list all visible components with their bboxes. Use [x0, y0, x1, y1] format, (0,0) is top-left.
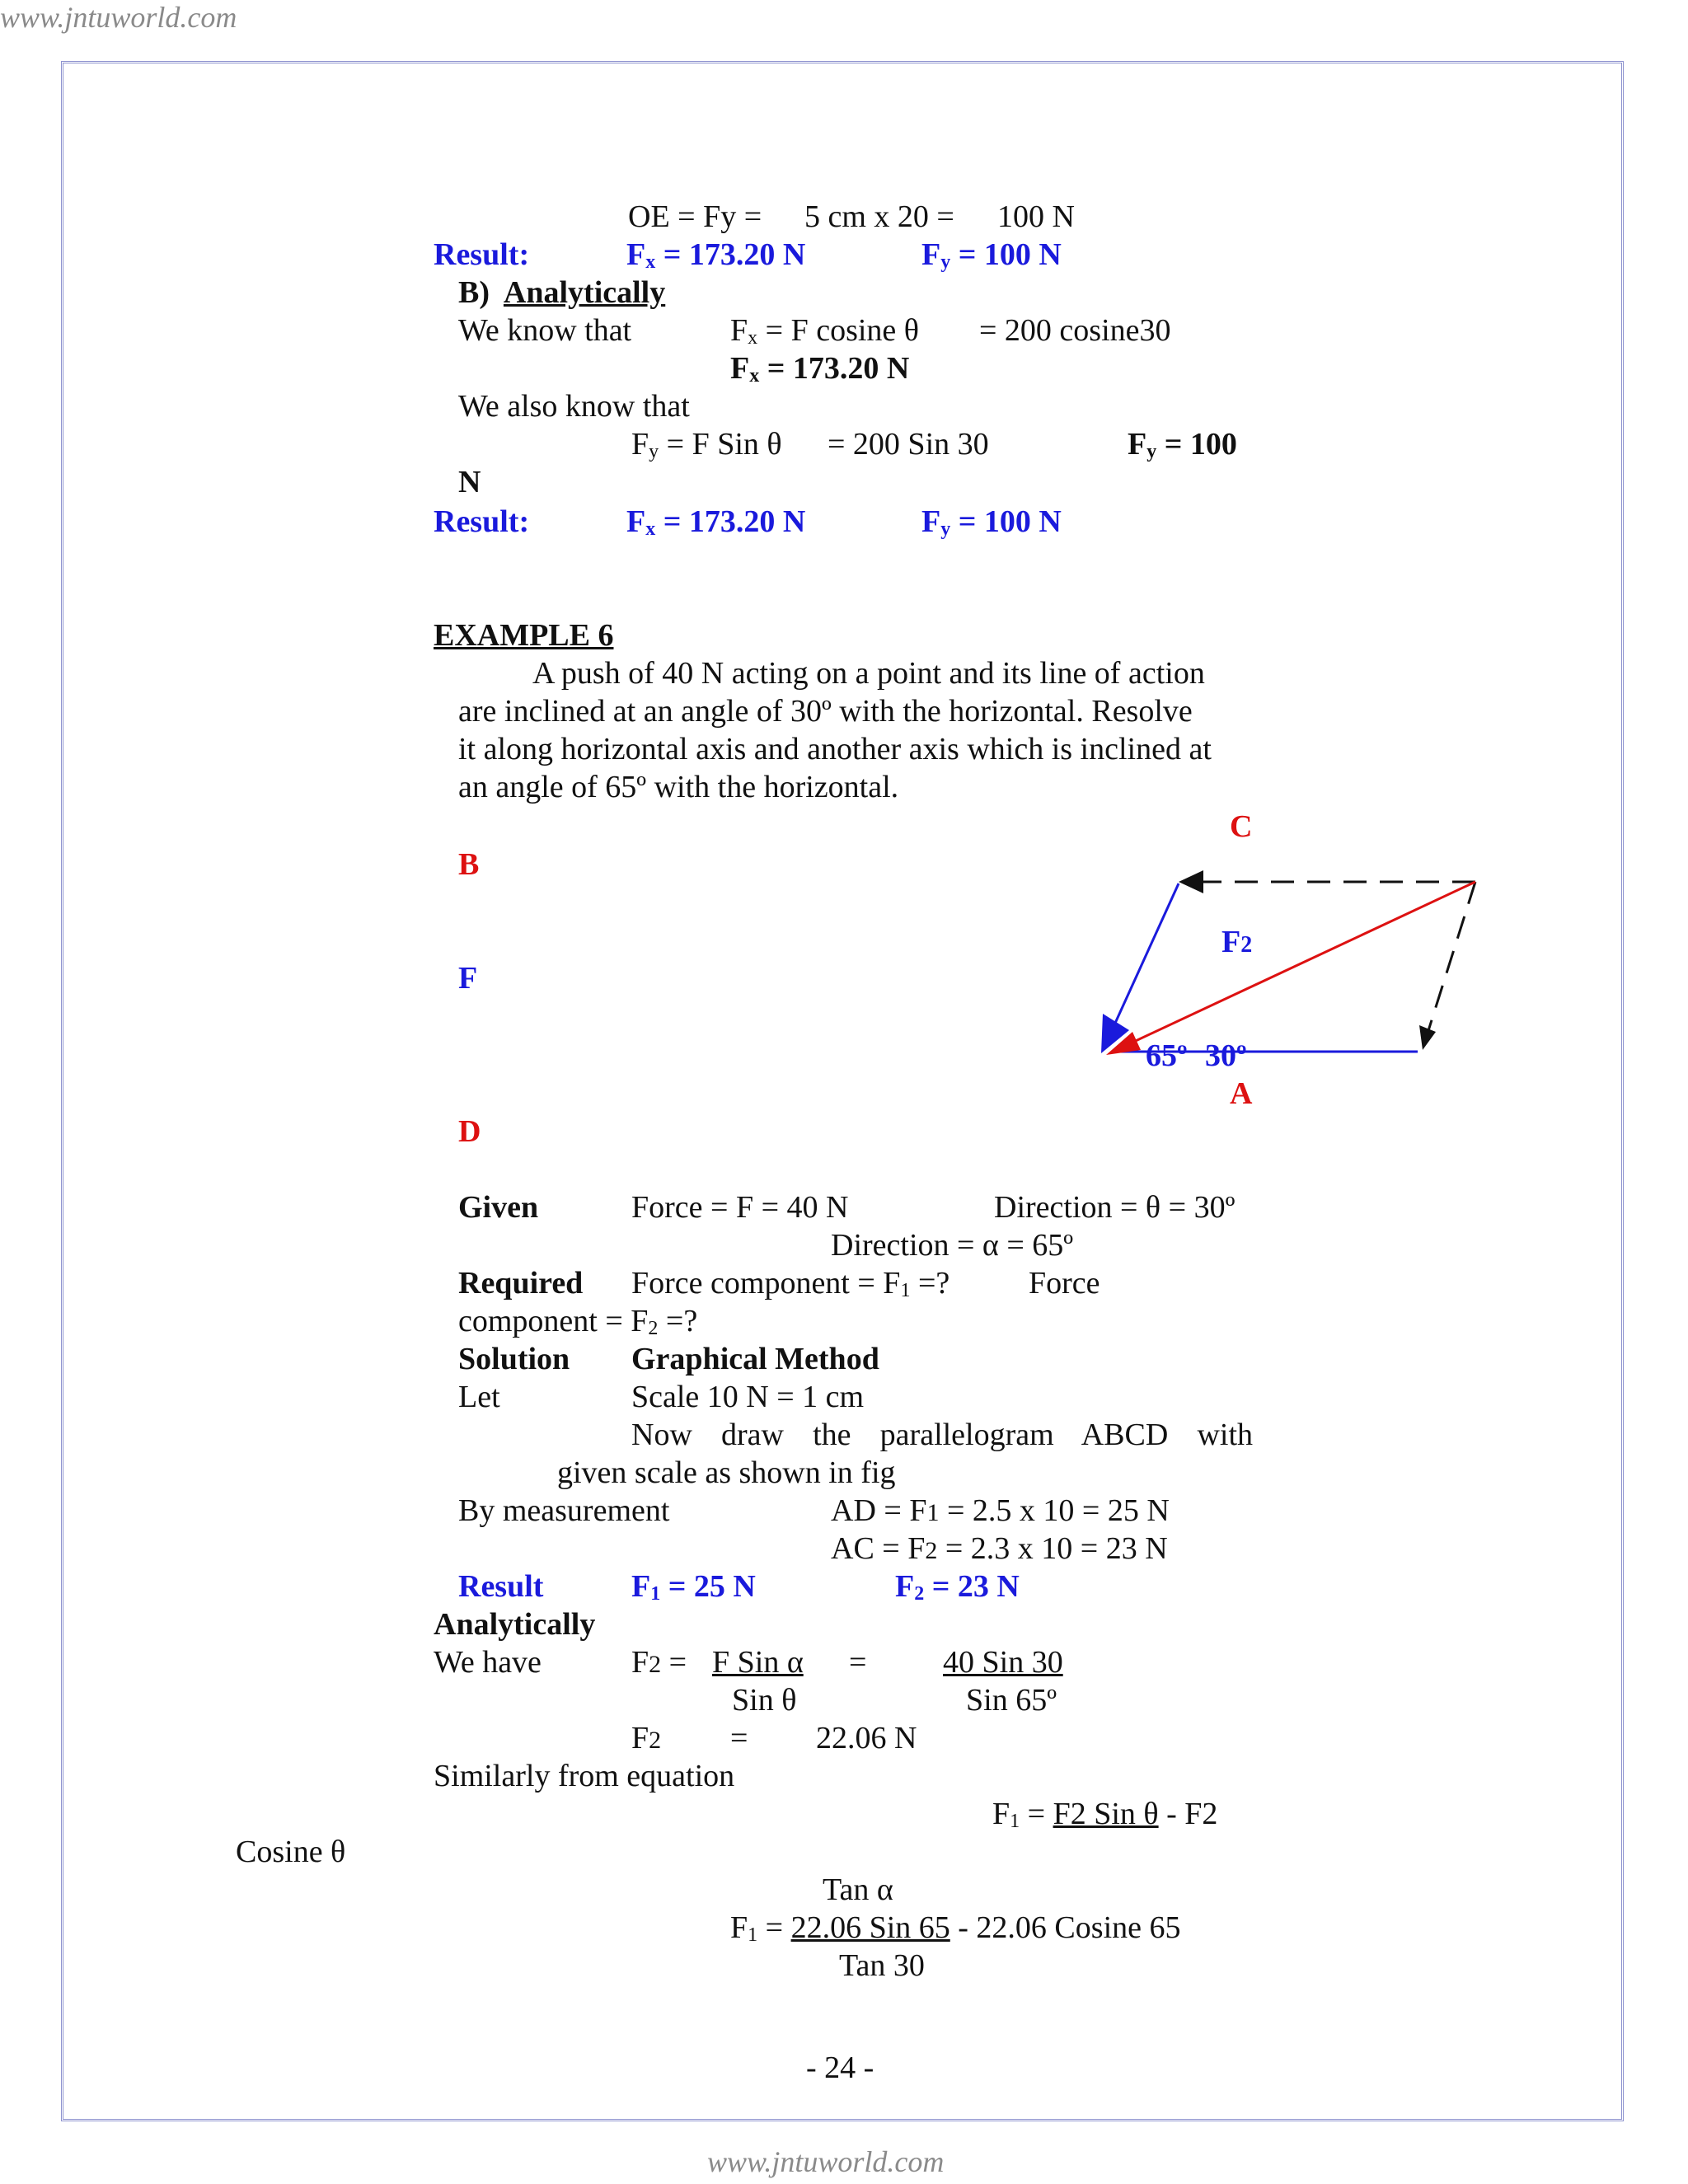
example-6-title: EXAMPLE 6: [434, 618, 614, 653]
parallelogram-diagram: [1063, 849, 1492, 1113]
heading-b: B) Analytically: [458, 275, 666, 310]
tan-alpha: Tan α: [823, 1872, 893, 1907]
know1-label: We know that: [458, 313, 632, 348]
result-fx-2: $F_x = 173.20$ N: [626, 504, 806, 540]
solution-label: Solution: [458, 1342, 570, 1376]
result-label-2: Result:: [434, 504, 530, 539]
f2-result-value: 22.06 N: [816, 1721, 917, 1755]
result-f2: $F_2 = 23$ N: [895, 1569, 1020, 1605]
required-label: Required: [458, 1266, 584, 1301]
required-force-word: Force: [1029, 1266, 1100, 1301]
given-direction-alpha: Direction = α = 65º: [831, 1228, 1074, 1263]
required-f2: component = $F_2$ =?: [458, 1304, 698, 1339]
example-6-line-4: an angle of 65º with the horizontal.: [458, 770, 899, 804]
result-fy-1: $F_y = 100$ N: [921, 237, 1062, 273]
example-6-line-3: it along horizontal axis and another axis which is inclined at: [458, 732, 1212, 766]
label-b: B: [458, 847, 480, 882]
now-draw-line-1: Now draw the parallelogram ABCD with: [631, 1418, 1253, 1452]
know1-val: = 200 cosine30: [979, 313, 1171, 348]
example-6-line-1: A push of 40 N acting on a point and its line of action: [532, 656, 1205, 691]
know1-eq: $F_x = F$ cosine θ: [730, 313, 919, 349]
scale-text: Scale 10 N = 1 cm: [631, 1380, 865, 1414]
know2-val: = 200 Sin 30: [828, 427, 989, 462]
example-6-line-2: are inclined at an angle of 30º with the horizontal. Resolve: [458, 694, 1193, 729]
label-f2: F2: [1221, 925, 1253, 959]
given-direction-theta: Direction = θ = 30º: [994, 1190, 1236, 1225]
result-f1: $F_1 = 25$ N: [631, 1569, 756, 1605]
label-a: A: [1230, 1076, 1253, 1111]
label-c: C: [1230, 809, 1253, 844]
label-d: D: [458, 1114, 481, 1149]
label-f: F: [458, 961, 478, 996]
oe-line-c: 100 N: [997, 199, 1075, 234]
watermark-top: www.jntuworld.com: [0, 1, 237, 34]
tan-30: Tan 30: [839, 1948, 925, 1983]
result-fy-2: $F_y = 100$ N: [921, 504, 1062, 540]
f2-denominator-2: Sin 65º: [966, 1683, 1057, 1718]
we-have: We have: [434, 1645, 542, 1680]
page-number: - 24 -: [806, 2050, 874, 2085]
given-force: Force = F = 40 N: [631, 1190, 849, 1225]
result-label-1: Result:: [434, 237, 530, 272]
given-label: Given: [458, 1190, 539, 1225]
know2-eq: $F_y = F$ Sin θ: [631, 427, 782, 462]
f2-numerator-2: 40 Sin 30: [943, 1645, 1063, 1680]
arrowhead-top: [1179, 870, 1203, 893]
required-f1: Force component = $F_1$ =?: [631, 1266, 950, 1301]
let-label: Let: [458, 1380, 500, 1414]
oe-line-b: 5 cm x 20 =: [804, 199, 954, 234]
result-label-3: Result: [458, 1569, 544, 1604]
now-draw-line-2: given scale as shown in fig: [557, 1455, 896, 1490]
f2-result-label: F2: [631, 1721, 662, 1755]
similarly-text: Similarly from equation: [434, 1759, 735, 1793]
oe-line-a: OE = Fy =: [628, 199, 762, 234]
f2-eq-left: F2 =: [631, 1645, 687, 1680]
f1-equation: $F_1 = F2$ Sin θ - F2: [992, 1797, 1218, 1832]
watermark-bottom: www.jntuworld.com: [707, 2145, 945, 2178]
f2-eq-mid: =: [849, 1645, 867, 1680]
ac-measure: AC = F2 = 2.3 x 10 = 23 N: [831, 1531, 1168, 1566]
result-fx-1: $F_x = 173.20$ N: [626, 237, 806, 273]
analytically-heading: Analytically: [434, 1607, 596, 1642]
know2-label: We also know that: [458, 389, 690, 424]
know2-result-unit: N: [458, 465, 481, 499]
by-measurement: By measurement: [458, 1493, 670, 1528]
arrowhead-right: [1419, 1025, 1436, 1050]
f2-denominator-1: Sin θ: [732, 1683, 797, 1718]
graphical-method: Graphical Method: [631, 1342, 879, 1376]
f2-result-eq: =: [730, 1721, 748, 1755]
f1-calculation: $F_1 = 22.06$ Sin 65 - 22.06 Cosine 65: [730, 1910, 1181, 1946]
know2-result: $F_y = 100$: [1128, 427, 1237, 462]
cosine-theta: Cosine θ: [236, 1835, 346, 1869]
label-angle-30: 30º: [1205, 1038, 1247, 1073]
f2-numerator-1: F Sin α: [712, 1645, 804, 1680]
label-angle-65: 65º: [1146, 1038, 1188, 1073]
dashed-right-edge: [1426, 882, 1475, 1038]
ad-measure: AD = F1 = 2.5 x 10 = 25 N: [831, 1493, 1170, 1528]
know1-result: $F_x = 173.20$ N: [730, 351, 910, 387]
